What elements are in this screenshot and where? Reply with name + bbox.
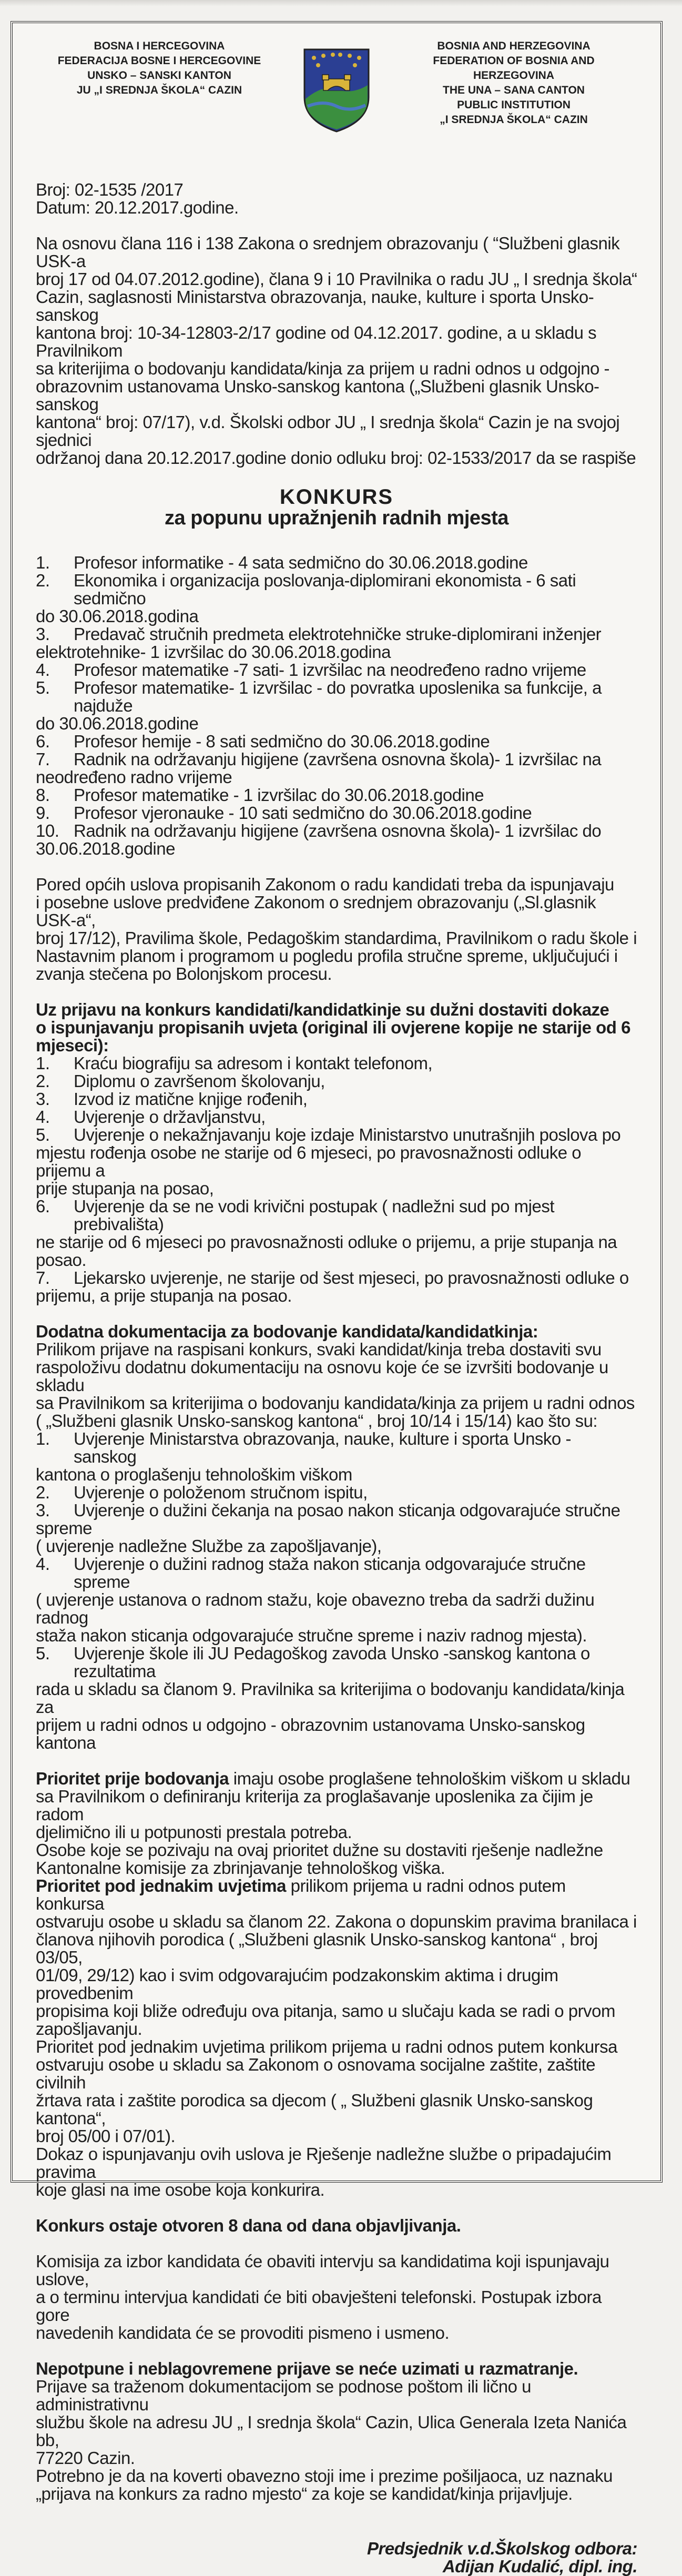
extra-document-item-text: Uvjerenje Ministarstva obrazovanja, nauke, kulture i sporta Unsko - sanskog (74, 1429, 571, 1466)
document-item (36, 1198, 637, 1233)
extra-document-item-text: prijem u radni odnos u odgojno - obrazovnim ustanovama Unsko-sanskog kantona (36, 1715, 585, 1752)
commission-line: a o terminu intervjua kandidati će biti obavješteni telefonski. Postupak izbora gore (36, 2287, 602, 2325)
document-item-number: 6. (36, 1196, 50, 1216)
extra-document-item-number: 1. (36, 1429, 50, 1448)
intro-line: kantona broj: 10-34-12803-2/17 godine od 04.12.2017. godine, a u skladu s Pravilnikom (36, 323, 597, 360)
letterhead-left-line: FEDERACIJA BOSNE I HERCEGOVINE (57, 55, 261, 67)
extra-document-item (36, 1537, 637, 1555)
reference-number: Broj: 02-1535 /2017 (36, 180, 184, 199)
extra-docs-list (36, 1430, 637, 1752)
position-item-text: Profesor vjeronauke - 10 sati sedmično do 30.06.2018.godine (74, 803, 532, 823)
position-item-text: Profesor matematike- 1 izvršilac - do povratka uposlenika sa funkcije, a najduže (74, 678, 602, 715)
document-item-text: Uvjerenje o državljanstvu, (74, 1107, 266, 1127)
position-item-number: 7. (36, 749, 50, 769)
position-item-text: Profesor hemije - 8 sati sedmično do 30.06.2018.godine (74, 732, 490, 751)
extra-document-item-text: Uvjerenje škole ili JU Pedagoškog zavoda Unsko -sanskog kantona o rezultatima (74, 1644, 590, 1681)
document-item-number: 2. (36, 1071, 50, 1091)
priority2-line: broj 05/00 i 07/01). (36, 2126, 176, 2146)
document-item-text: Uvjerenje o nekažnjavanju koje izdaje Ministarstvo unutrašnjih poslova po (74, 1125, 621, 1144)
priority2-line: ostvaruju osobe u skladu sa članom 22. Zakona o dopunskim pravima branilaca i (36, 1912, 637, 1931)
extra-document-item (36, 1680, 637, 1716)
position-item (36, 786, 637, 804)
letterhead-right-line: „I SREDNJA ŠKOLA“ CAZIN (440, 114, 588, 126)
intro-line: sa kriterijima o bodovanju kandidata/kinja za prijem u radni odnos u odgojno - (36, 359, 609, 378)
letterhead-left (36, 39, 283, 98)
extra-document-item (36, 1502, 637, 1519)
position-item-number: 2. (36, 571, 50, 590)
position-item-text: Profesor informatike - 4 sata sedmično do 30.06.2018.godine (74, 553, 528, 572)
letterhead-left-line: UNSKO – SANSKI KANTON (87, 69, 231, 82)
position-item-number: 1. (36, 553, 50, 572)
position-item (36, 643, 637, 661)
document-item (36, 1090, 637, 1108)
document-body (36, 181, 637, 2575)
submission-line: službu škole na adresu JU „ I srednja škola“ Cazin, Ulica Generala Izeta Nanića bb, (36, 2412, 627, 2450)
priority2-line: 01/09, 29/12) kao i svim odgovarajućim podzakonskim aktima i drugim provedbenim (36, 1965, 558, 2003)
position-item (36, 804, 637, 822)
document-item (36, 1108, 637, 1126)
position-item (36, 751, 637, 768)
conditions-line: zvanja stečena po Bolonjskom procesu. (36, 964, 332, 983)
position-item (36, 554, 637, 572)
position-item-number: 4. (36, 660, 50, 680)
signature-role: Predsjednik v.d.Školskog odbora: (367, 2539, 637, 2558)
position-item-text: Predavač stručnih predmeta elektrotehničke struke-diplomirani inženjer (74, 624, 602, 644)
document-item-text: ne starije od 6 mjeseci po pravosnažnosti odluke o prijemu, a prije stupanja na posao. (36, 1232, 617, 1270)
position-item-number: 9. (36, 803, 50, 823)
document-item-text: Kraću biografiju sa adresom i kontakt telefonom, (74, 1053, 433, 1073)
document-item-text: Izvod iz matične knjige rođenih, (74, 1089, 308, 1109)
open-period: Konkurs ostaje otvoren 8 dana od dana objavljivanja. (36, 2216, 461, 2235)
position-item-text: do 30.06.2018.godina (36, 606, 199, 626)
document-item (36, 1287, 637, 1305)
extra-document-item-number: 5. (36, 1644, 50, 1663)
extra-document-item-text: Uvjerenje o položenom stručnom ispitu, (74, 1483, 368, 1502)
extra-document-item (36, 1591, 637, 1627)
letterhead (36, 39, 637, 160)
intro-line: Na osnovu člana 116 i 138 Zakona o srednjem obrazovanju ( “Službeni glasnik USK-a (36, 234, 620, 271)
documents-heading-line: mjeseci): (36, 1036, 109, 1055)
incomplete-notice: Nepotpune i neblagovremene prijave se neće uzimati u razmatranje. (36, 2359, 578, 2378)
intro-paragraph (36, 235, 637, 467)
position-item-number: 8. (36, 785, 50, 805)
conditions-line: Nastavnim planom i programom u pogledu profila stručne spreme, uključujući i (36, 946, 618, 966)
priority2-line: žrtava rata i zaštite porodica sa djecom ( „ Službeni glasnik Unsko-sanskog kantona“, (36, 2091, 593, 2128)
document-item-text: Diplomu o završenom školovanju, (74, 1071, 325, 1091)
document-item (36, 1126, 637, 1144)
priority1-bold: Prioritet prije bodovanja (36, 1769, 229, 1788)
extra-document-item-number: 4. (36, 1554, 50, 1574)
position-item-text: Profesor matematike - 1 izvršilac do 30.06.2018.godine (74, 785, 484, 805)
document-item-number: 4. (36, 1107, 50, 1127)
extra-document-item (36, 1627, 637, 1645)
extra-intro-line: sa Pravilnikom sa kriterijima o bodovanju kandidata/kinja za prijem u radni odnos (36, 1393, 635, 1413)
letterhead-left-line: JU „I SREDNJA ŠKOLA“ CAZIN (76, 84, 242, 96)
reference-date: Datum: 20.12.2017.godine. (36, 198, 239, 217)
document-title: KONKURS (279, 485, 394, 509)
position-item-number: 5. (36, 678, 50, 697)
conditions-paragraph (36, 876, 637, 983)
submission-line: „prijava na konkurs za radno mjesto“ za koje se kandidat/kinja prijavljuje. (36, 2484, 573, 2503)
commission-line: Komisija za izbor kandidata će obaviti intervju sa kandidatima koji ispunjavaju uslove, (36, 2252, 609, 2289)
position-item-text: Radnik na održavanju higijene (završena osnovna škola)- 1 izvršilac do (74, 821, 602, 840)
document-item-text: prijemu, a prije stupanja na posao. (36, 1286, 292, 1305)
submission-line: 77220 Cazin. (36, 2448, 135, 2468)
position-item-text: Ekonomika i organizacija poslovanja-diplomirani ekonomista - 6 sati sedmično (74, 571, 576, 608)
documents-heading-line: o ispunjavanju propisanih uvjeta (original ili ovjerene kopije ne starije od 6 (36, 1018, 630, 1037)
coat-of-arms (300, 47, 373, 137)
conditions-line: broj 17/12), Pravilima škole, Pedagoškim standardima, Pravilnikom o radu škole i (36, 928, 637, 948)
document-item-text: mjestu rođenja osobe ne starije od 6 mjeseci, po pravosnažnosti odluke o prijemu a (36, 1143, 582, 1180)
document-item-number: 7. (36, 1268, 50, 1287)
extra-document-item (36, 1645, 637, 1680)
document-item (36, 1054, 637, 1072)
documents-heading-line: Uz prijavu na konkurs kandidati/kandidatkinje su dužni dostaviti dokaze (36, 1000, 609, 1019)
priority1-line: Osobe koje se pozivaju na ovaj prioritet dužne su dostaviti rješenje nadležne (36, 1840, 603, 1860)
documents-heading (36, 1001, 637, 1054)
extra-document-item-text: spreme (36, 1518, 93, 1538)
position-item (36, 572, 637, 607)
document-item (36, 1144, 637, 1180)
priority1-line: sa Pravilnikom o definiranju kriterija za proglašavanje uposlenika za čijim je radom (36, 1787, 593, 1824)
position-item (36, 733, 637, 751)
document-item (36, 1072, 637, 1090)
document-item-number: 1. (36, 1053, 50, 1073)
position-item (36, 607, 637, 625)
priority2-line: ostvaruju osobe u skladu sa Zakonom o osnovama socijalne zaštite, zaštite civilnih (36, 2055, 596, 2092)
position-item-text: elektrotehnike- 1 izvršilac do 30.06.2018.godina (36, 642, 391, 662)
intro-line: obrazovnim ustanovama Unsko-sanskog kantona („Službeni glasnik Unsko-sanskog (36, 377, 599, 414)
priority2-line: koje glasi na ime osobe koja konkurira. (36, 2180, 325, 2199)
extra-intro-line: raspoloživu dodatnu dokumentaciju na osnovu koje će se izvršiti bodovanje u skladu (36, 1357, 608, 1395)
extra-document-item-text: ( uvjerenje nadležne Službe za zapošljavanje), (36, 1536, 382, 1556)
extra-docs-intro (36, 1341, 637, 1430)
document-item-text: Ljekarsko uvjerenje, ne starije od šest mjeseci, po pravosnažnosti odluke o (74, 1268, 629, 1287)
position-item (36, 625, 637, 643)
extra-document-item (36, 1430, 637, 1466)
letterhead-right-line: THE UNA – SANA CANTON (443, 84, 585, 96)
document-subtitle: za popunu upražnjenih radnih mjesta (165, 507, 508, 529)
position-item-number: 3. (36, 624, 50, 644)
document-item (36, 1233, 637, 1269)
intro-line: kantona“ broj: 07/17), v.d. Školski odbor JU „ I srednja škola“ Cazin je na svojoj sjednici (36, 412, 620, 450)
document-item-text: Uvjerenje da se ne vodi krivični postupak ( nadležni sud po mjest prebivališta) (74, 1196, 554, 1234)
position-item (36, 840, 637, 858)
signature-block (36, 2540, 637, 2575)
position-item (36, 715, 637, 733)
signature-name: Adijan Kudalić, dipl. ing. (442, 2557, 637, 2576)
document-item (36, 1180, 637, 1198)
extra-document-item (36, 1466, 637, 1484)
positions-list (36, 554, 637, 858)
coat-of-arms-icon (302, 47, 371, 134)
extra-intro-line: Prilikom prijave na raspisani konkurs, svaki kandidat/kinja treba dostaviti svu (36, 1340, 602, 1359)
documents-list (36, 1054, 637, 1305)
extra-document-item-text: Uvjerenje o dužini čekanja na posao nakon sticanja odgovarajuće stručne (74, 1500, 620, 1520)
priority2-line: propisima koji bliže određuju ova pitanja, samo u slučaju kada se radi o prvom (36, 2001, 615, 2021)
position-item-number: 10. (36, 821, 59, 840)
extra-intro-line: ( „Službeni glasnik Unsko-sanskog kantona“ , broj 10/14 i 15/14) kao što su: (36, 1411, 598, 1431)
document-item-number: 5. (36, 1125, 50, 1144)
priority2-line: Dokaz o ispunjavanju ovih uslova je Rješenje nadležne službe o pripadajućim pravima (36, 2144, 612, 2182)
page-top-edge (0, 0, 682, 6)
position-item-number: 6. (36, 732, 50, 751)
extra-docs-heading: Dodatna dokumentacija za bodovanje kandidata/kandidatkinja: (36, 1322, 538, 1341)
position-item-text: do 30.06.2018.godine (36, 714, 199, 733)
extra-document-item-text: ( uvjerenje ustanova o radnom stažu, koje obavezno treba da sadrži dužinu radnog (36, 1590, 595, 1627)
extra-document-item (36, 1519, 637, 1537)
priority2-line: Prioritet pod jednakim uvjetima prilikom prijema u radni odnos putem konkursa (36, 2037, 618, 2056)
conditions-line: i posebne uslove predviđene Zakonom o srednjem obrazovanju („Sl.glasnik USK-a“, (36, 893, 596, 930)
position-item (36, 679, 637, 715)
submission-paragraph (36, 2378, 637, 2503)
priority-before-scoring (36, 1770, 637, 1877)
document-item (36, 1269, 637, 1287)
priority1-line: djelimično ili u potpunosti prestala potreba. (36, 1822, 352, 1842)
extra-document-item (36, 1555, 637, 1591)
extra-document-item (36, 1484, 637, 1502)
submission-line: Prijave sa traženom dokumentacijom se podnose poštom ili lično u administrativnu (36, 2377, 531, 2414)
extra-document-item-number: 3. (36, 1500, 50, 1520)
letterhead-right-line: HERZEGOVINA (473, 69, 554, 82)
conditions-line: Pored općih uslova propisanih Zakonom o radu kandidati treba da ispunjavaju (36, 875, 614, 894)
extra-document-item (36, 1716, 637, 1752)
extra-document-item-text: kantona o proglašenju tehnološkim viškom (36, 1465, 352, 1484)
extra-document-item-text: rada u skladu sa članom 9. Pravilnika sa kriterijima o bodovanju kandidata/kinja za (36, 1679, 625, 1717)
intro-line: broj 17 od 04.07.2012.godine), člana 9 i 10 Pravilnika o radu JU „ I srednja škola“ (36, 269, 637, 289)
priority-equal-conditions (36, 1877, 637, 2199)
letterhead-right-line: FEDERATION OF BOSNIA AND (433, 55, 595, 67)
commission-paragraph (36, 2253, 637, 2342)
position-item (36, 768, 637, 786)
letterhead-right-line: PUBLIC INSTITUTION (457, 99, 571, 111)
document-page (11, 21, 663, 2576)
document-item-number: 3. (36, 1089, 50, 1109)
position-item-text: Profesor matematike -7 sati- 1 izvršilac na neodređeno radno vrijeme (74, 660, 586, 680)
letterhead-right-line: BOSNIA AND HERZEGOVINA (437, 40, 591, 52)
extra-document-item-number: 2. (36, 1483, 50, 1502)
position-item (36, 822, 637, 840)
position-item-text: Radnik na održavanju higijene (završena osnovna škola)- 1 izvršilac na (74, 749, 602, 769)
letterhead-left-line: BOSNA I HERCEGOVINA (94, 40, 225, 52)
priority1-line: Kantonalne komisije za zbrinjavanje tehnološkog viška. (36, 1858, 445, 1878)
reference-block (36, 181, 637, 217)
extra-document-item-text: staža nakon sticanja odgovarajuće stručne spreme i naziv radnog mjesta). (36, 1626, 587, 1645)
extra-document-item-text: Uvjerenje o dužini radnog staža nakon sticanja odgovarajuće stručne spreme (74, 1554, 586, 1591)
document-item-text: prije stupanja na posao, (36, 1179, 214, 1198)
position-item-text: neodređeno radno vrijeme (36, 767, 232, 787)
intro-line: održanoj dana 20.12.2017.godine donio odluku broj: 02-1533/2017 da se raspiše (36, 448, 636, 468)
intro-line: Cazin, saglasnosti Ministarstva obrazovanja, nauke, kulture i sporta Unsko-sanskog (36, 287, 594, 324)
commission-line: navedenih kandidata će se provoditi pismeno i usmeno. (36, 2323, 450, 2342)
position-item (36, 661, 637, 679)
submission-line: Potrebno je da na koverti obavezno stoji ime i prezime pošiljaoca, uz naznaku (36, 2466, 613, 2486)
priority2-bold: Prioritet pod jednakim uvjetima (36, 1876, 286, 1895)
priority2-rest: prilikom prijema u radni odnos putem konkursa (36, 1876, 566, 1913)
priority2-line: članova njihovih porodica ( „Službeni glasnik Unsko-sanskog kantona“ , broj 03/05, (36, 1930, 598, 1967)
priority1-rest: imaju osobe proglašene tehnološkim viškom u skladu (229, 1769, 630, 1788)
position-item-text: 30.06.2018.godine (36, 839, 175, 858)
priority2-line: zapošljavanju. (36, 2019, 142, 2039)
letterhead-right (390, 39, 637, 127)
